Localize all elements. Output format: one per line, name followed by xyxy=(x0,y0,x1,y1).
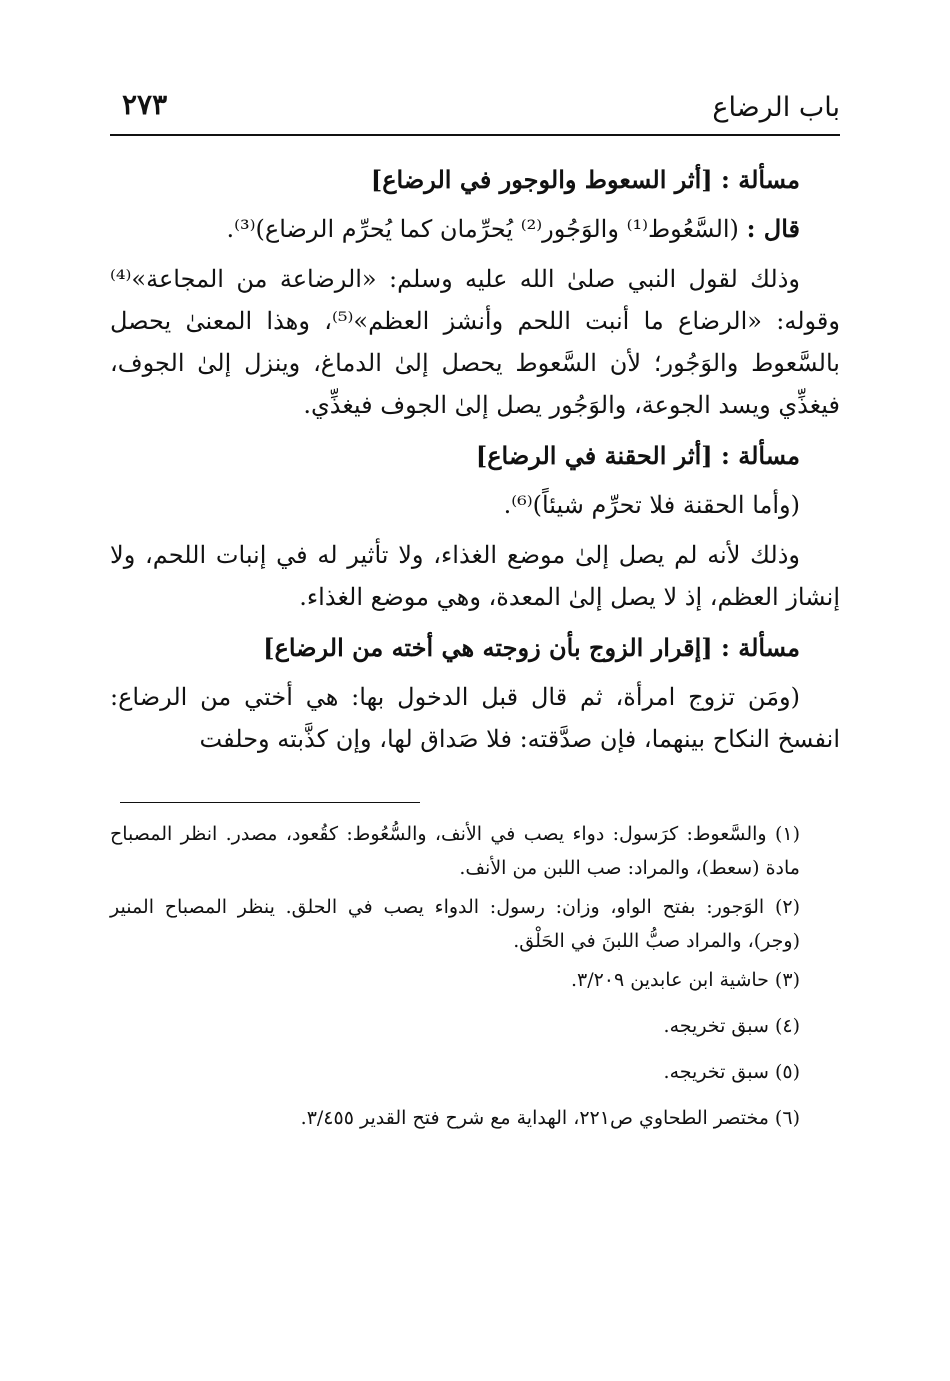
footnote-1: (١) والسَّعوط: كرَسول: دواء يصب في الأنف، والسُّعُوط: كقُعود، مصدر. انظر المصباح مادة (سعط)، والمراد: صب اللبن من الأنف. xyxy=(110,823,800,879)
section-heading-1: مسألة : [أثر السعوط والوجور في الرضاع] xyxy=(370,165,800,194)
page-body xyxy=(110,160,840,760)
section-heading-3: مسألة : [إقرار الزوج بأن زوجته هي أخته من الرضاع] xyxy=(263,633,800,662)
quote-paragraph-2: (وأما الحقنة فلا تحرِّم شيئاً)⁽⁶⁾. xyxy=(503,491,800,519)
body-paragraph-2: وذلك لأنه لم يصل إلىٰ موضع الغذاء، ولا تأثير له في إنبات اللحم، ولا إنشاز العظم، إذ لا يصل إلىٰ المعدة، وهي موضع الغذاء. xyxy=(110,541,840,611)
footnote-4: (٤) سبق تخريجه. xyxy=(663,1015,800,1037)
quote-text-1: (السَّعُوط⁽¹⁾ والوَجُور⁽²⁾ يُحرِّمان كما يُحرِّم الرضاع)⁽³⁾. xyxy=(226,215,739,243)
quote-lead: قال : xyxy=(746,214,800,243)
footnote-3: (٣) حاشية ابن عابدين ٣/٢٠٩. xyxy=(570,969,800,991)
page-header xyxy=(110,86,840,136)
footnote-2: (٢) الوَجور: بفتح الواو، وزان: رسول: الدواء يصب في الحلق. ينظر المصباح المنير (وجر)، والمراد صبُّ اللبنَ في الحَلْق. xyxy=(110,896,800,952)
body-paragraph-3: (ومَن تزوج امرأة، ثم قال قبل الدخول بها: هي أختي من الرضاع: انفسخ النكاح بينهما، فإن صدَّقته: فلا صَداق لها، وإن كذَّبته وحلفت xyxy=(110,683,840,753)
running-title: باب الرضاع xyxy=(712,92,840,123)
quote-paragraph-1 xyxy=(110,208,840,250)
page-number: ٢٧٣ xyxy=(122,88,168,121)
section-heading-2: مسألة : [أثر الحقنة في الرضاع] xyxy=(475,441,800,470)
footnotes xyxy=(110,817,840,1135)
footnote-6: (٦) مختصر الطحاوي ص٢٢١، الهداية مع شرح فتح القدير ٣/٤٥٥. xyxy=(300,1107,800,1129)
footnote-5: (٥) سبق تخريجه. xyxy=(663,1061,800,1083)
footnote-separator xyxy=(120,802,420,803)
book-page xyxy=(110,86,840,1147)
body-paragraph-1: وذلك لقول النبي صلىٰ الله عليه وسلم: «الرضاعة من المجاعة»⁽⁴⁾ وقوله: «الرضاع ما أنبت اللحم وأنشز العظم»⁽⁵⁾، وهذا المعنىٰ يحصل بالسَّعوط والوَجُور؛ لأن السَّعوط يحصل إلىٰ الدماغ، وينزل إلىٰ الجوف، فيغذِّي ويسد الجوعة، والوَجُور يصل إلىٰ الجوف فيغذِّي. xyxy=(110,265,840,419)
